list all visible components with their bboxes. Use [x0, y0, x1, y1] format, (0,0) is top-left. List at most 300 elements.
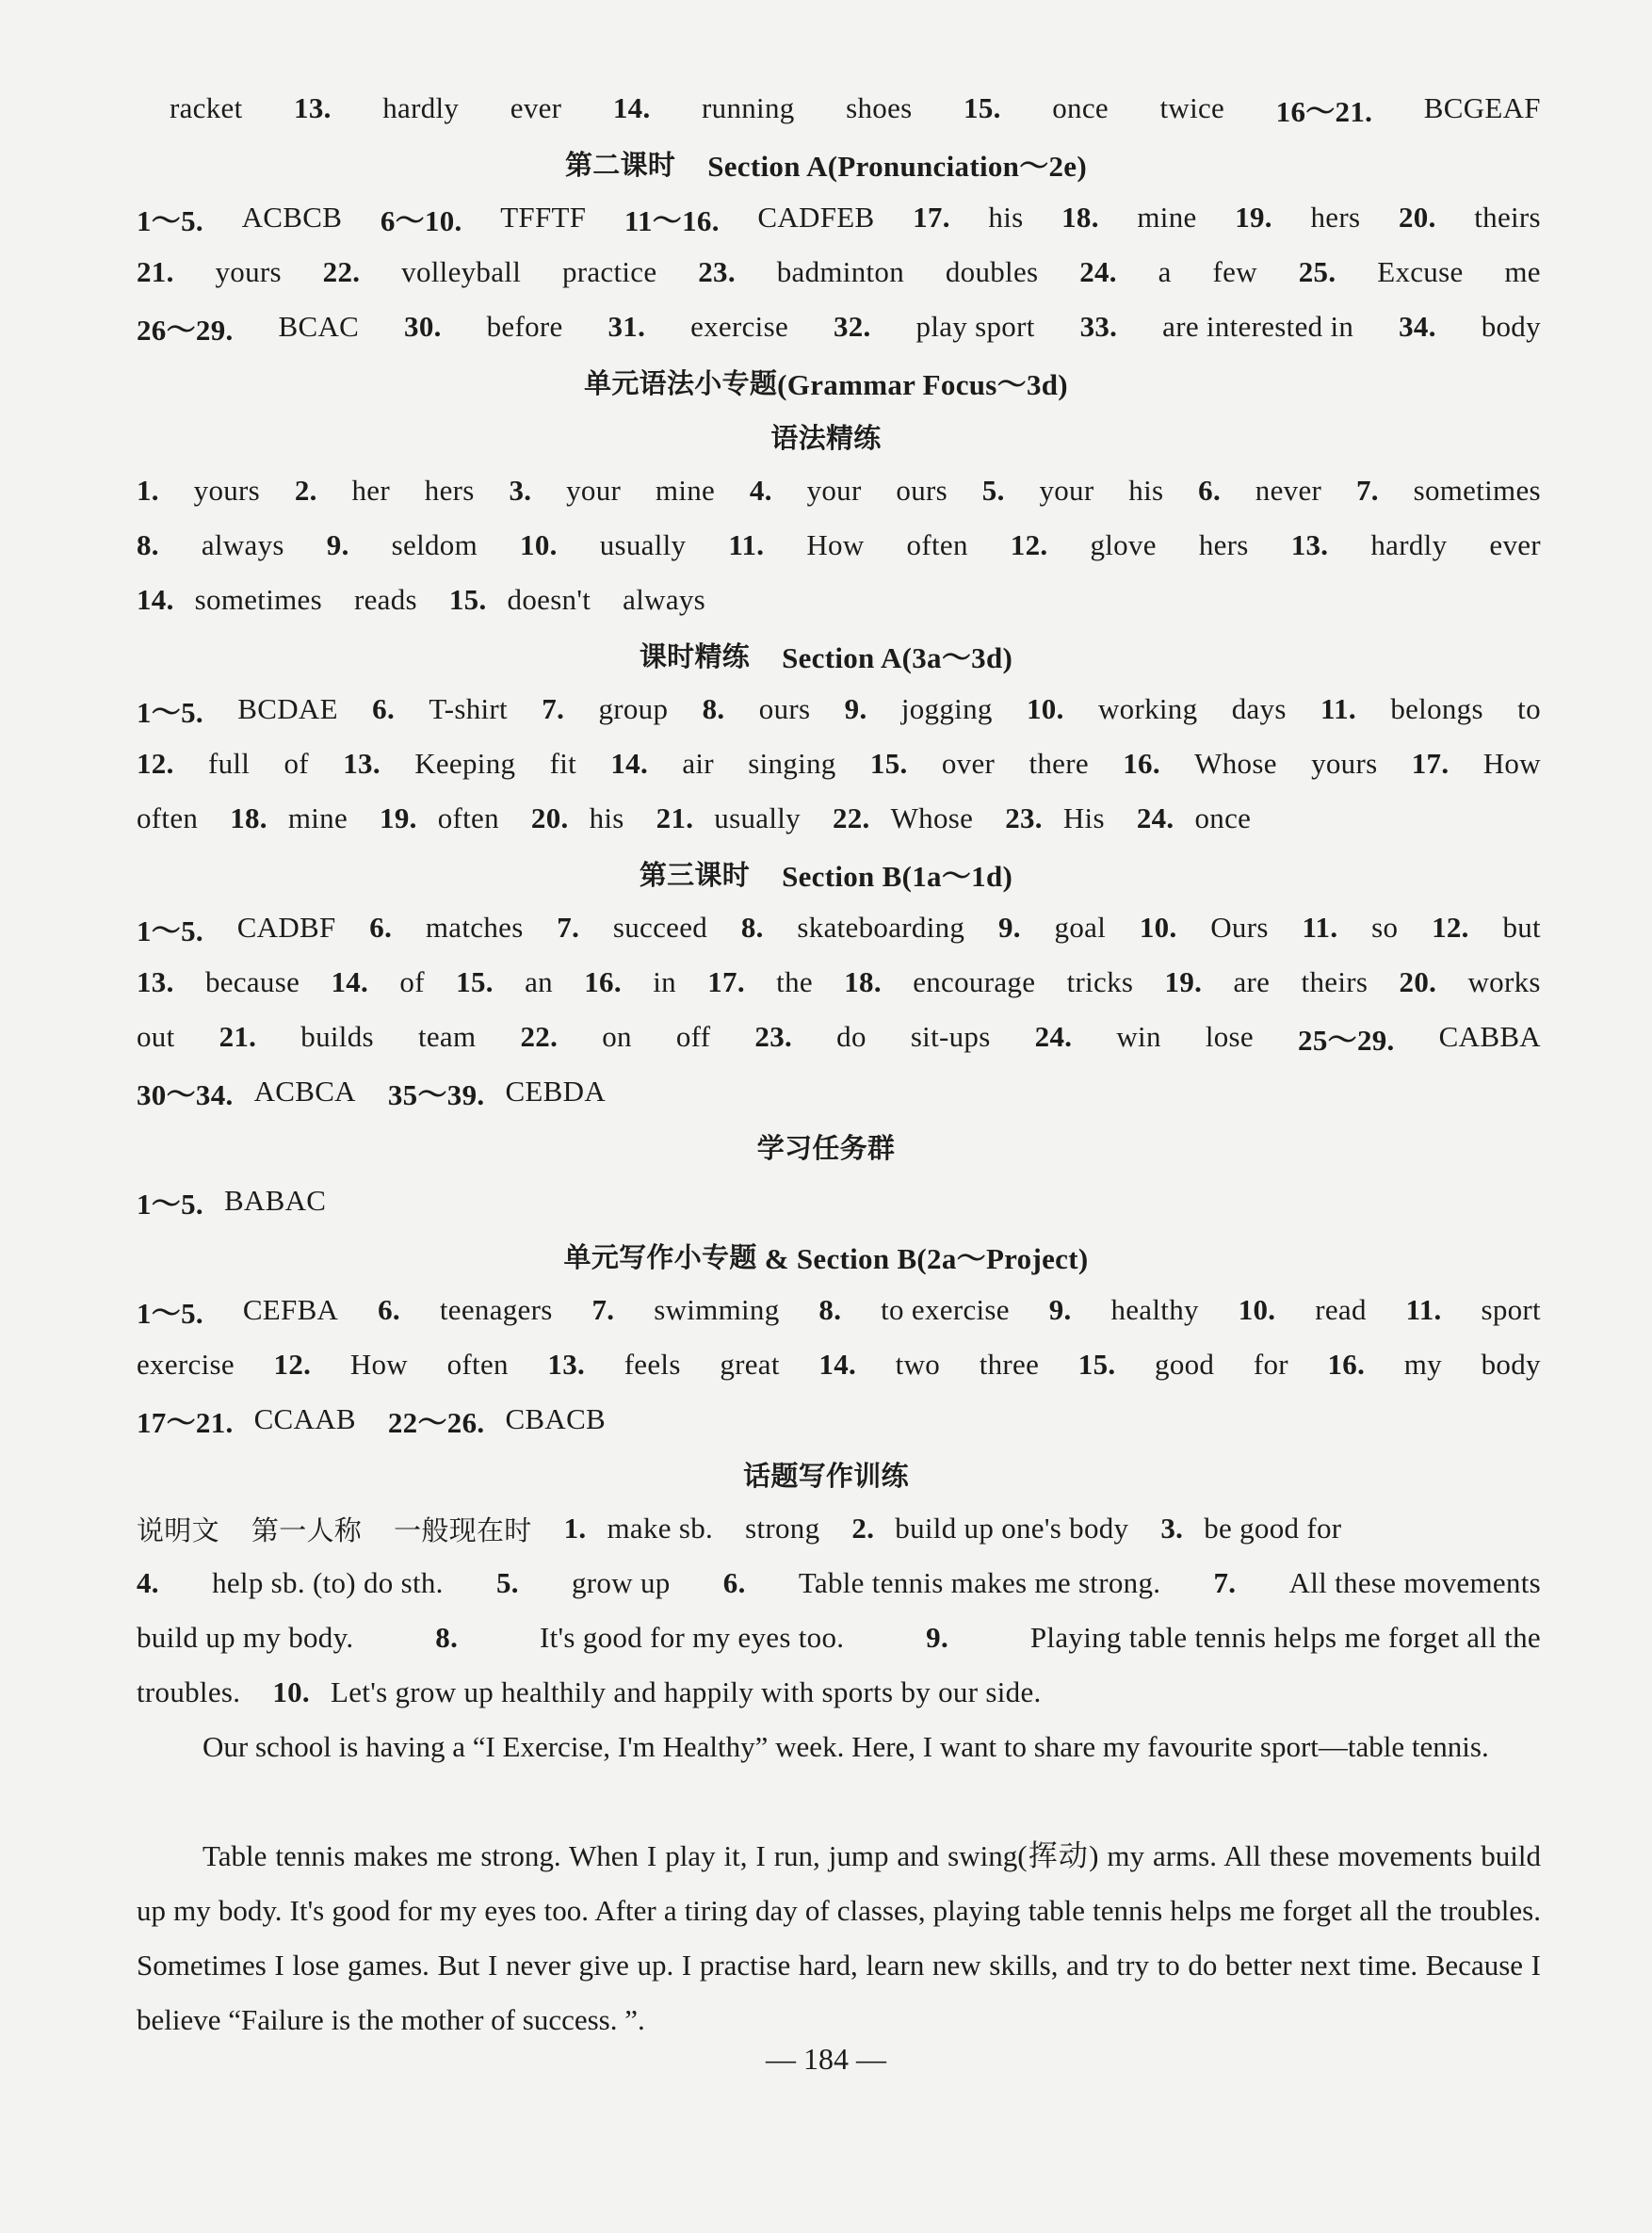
answer-text: play sport [915, 310, 1035, 343]
question-number: 24. [1034, 1020, 1073, 1053]
answer-text: often [437, 801, 499, 834]
answer-text: It's good for my eyes too. [539, 1621, 845, 1654]
question-number: 33. [1079, 310, 1118, 343]
question-number: 31. [607, 310, 646, 343]
question-number: 15. [456, 965, 494, 998]
answer-text: matches [425, 911, 524, 944]
question-number: 12. [273, 1348, 312, 1381]
answer-text: doubles [945, 255, 1039, 288]
answer-text: twice [1159, 91, 1225, 124]
question-number: 1～5. [137, 914, 203, 947]
question-number: 6. [722, 1566, 746, 1599]
answer-text: yours [1311, 747, 1378, 780]
answer-text: usually [714, 801, 801, 834]
answer-text: a [1158, 255, 1172, 288]
answer-text: theirs [1301, 965, 1369, 998]
question-number: 18. [844, 965, 882, 998]
answer-text: make sb. [607, 1512, 714, 1545]
answer-text: good [1155, 1348, 1215, 1381]
answer-text: healthy [1110, 1293, 1199, 1326]
answer-line-8 [137, 682, 1541, 736]
answer-text: Ours [1210, 911, 1269, 944]
question-number: 11. [1320, 692, 1356, 725]
question-number: 3. [509, 474, 532, 507]
question-number: 7. [542, 692, 565, 725]
question-number: 14. [612, 91, 651, 124]
section-heading-lesson-practice [0, 627, 1652, 682]
answer-text: often [446, 1348, 509, 1381]
answer-text: CADFEB [757, 201, 875, 234]
answer-line-15 [137, 1173, 1541, 1228]
answer-text: my [1403, 1348, 1442, 1381]
question-number: 12. [1010, 528, 1048, 561]
question-number: 20. [530, 801, 569, 834]
answer-text: belongs [1390, 692, 1483, 725]
answer-text: jogging [900, 692, 993, 725]
answer-text: reads [353, 583, 417, 616]
answer-line-11 [137, 900, 1541, 955]
answer-text: sometimes [194, 583, 322, 616]
answer-text: working [1097, 692, 1198, 725]
answer-line-6 [137, 518, 1541, 573]
answer-text: build up one's body [895, 1512, 1129, 1545]
answer-text: swimming [654, 1293, 780, 1326]
question-number: 4. [749, 474, 772, 507]
question-number: 32. [833, 310, 871, 343]
question-number: 11. [1405, 1293, 1442, 1326]
question-number: 12. [137, 747, 174, 780]
answer-text: on [602, 1020, 632, 1053]
question-number: 26～29. [137, 313, 234, 347]
question-number: 7. [557, 911, 580, 944]
question-number: 6. [1198, 474, 1221, 507]
answer-text: are [1233, 965, 1271, 998]
answer-text: full [207, 747, 251, 780]
answer-text: racket [170, 91, 243, 124]
answer-text: T-shirt [429, 692, 508, 725]
heading-zh: 学习任务群 [756, 1131, 896, 1164]
answer-text: mine [655, 474, 716, 507]
answer-text: team [417, 1020, 477, 1053]
answer-text: there [1028, 747, 1089, 780]
section-heading-grammar [0, 354, 1652, 409]
answer-text: skateboarding [797, 911, 965, 944]
answer-text: your [566, 474, 622, 507]
page-number: — 184 — [766, 2042, 886, 2076]
question-number: 7. [1213, 1566, 1237, 1599]
answer-text: in [653, 965, 676, 998]
answer-text: but [1502, 911, 1541, 944]
answer-line-10 [137, 791, 1541, 846]
question-number: 17. [707, 965, 745, 998]
answer-text: for [1253, 1348, 1288, 1381]
question-number: 10. [1026, 692, 1064, 725]
question-number: 11～16. [624, 203, 720, 237]
answer-line-14 [137, 1064, 1541, 1119]
answer-line-21 [137, 1610, 1541, 1665]
answer-text: Table tennis makes me strong. [798, 1566, 1161, 1599]
section-heading-tasks [0, 1119, 1652, 1173]
answer-text: goal [1054, 911, 1107, 944]
answer-text: hardly [1370, 528, 1448, 561]
question-number: 7. [1355, 474, 1379, 507]
answer-text: build up my body. [137, 1621, 354, 1654]
answer-text: out [137, 1020, 175, 1053]
heading-zh: 课时精练 [639, 639, 751, 672]
question-number: 8. [702, 692, 725, 725]
answer-text: Whose [1194, 747, 1277, 780]
answer-text: hers [1198, 528, 1249, 561]
question-number: 20. [1398, 201, 1436, 234]
question-number: 30. [404, 310, 442, 343]
answer-text: your [1039, 474, 1094, 507]
question-number: 18. [1061, 201, 1099, 234]
question-number: 13. [1290, 528, 1329, 561]
answer-text: air [682, 747, 714, 780]
answer-text: great [720, 1348, 780, 1381]
answer-text: lose [1205, 1020, 1254, 1053]
answer-text: ever [1489, 528, 1541, 561]
answer-text: once [1194, 801, 1252, 834]
section-heading-lesson2 [0, 136, 1652, 190]
heading-zh: 语法精练 [770, 421, 882, 454]
question-number: 5. [981, 474, 1005, 507]
answer-text: mine [287, 801, 348, 834]
answer-text: so [1371, 911, 1399, 944]
question-number: 6～10. [380, 203, 462, 237]
answer-text: Let's grow up healthily and happily with sports by our side. [330, 1675, 1042, 1708]
answer-text: yours [193, 474, 261, 507]
answer-text: 说明文 [137, 1513, 219, 1546]
question-number: 23. [754, 1020, 793, 1053]
answer-text: his [988, 201, 1024, 234]
question-number: 6. [369, 911, 393, 944]
answer-text: are interested in [1162, 310, 1354, 343]
question-number: 24. [1079, 255, 1117, 288]
question-number: 8. [137, 528, 159, 561]
answer-text: sometimes [1413, 474, 1541, 507]
answer-text: volleyball [401, 255, 522, 288]
answer-text: sport [1481, 1293, 1541, 1326]
answer-text: never [1255, 474, 1322, 507]
answer-line-5 [137, 463, 1541, 518]
answer-text: yours [215, 255, 282, 288]
answer-text: days [1231, 692, 1287, 725]
answer-line-9 [137, 736, 1541, 791]
question-number: 14. [818, 1348, 857, 1381]
answer-text: CABBA [1438, 1020, 1541, 1053]
question-number: 25～29. [1298, 1023, 1395, 1057]
answer-text: Excuse [1377, 255, 1464, 288]
heading-zh: 话题写作训练 [743, 1459, 909, 1492]
question-number: 22. [520, 1020, 559, 1053]
question-number: 15. [448, 583, 487, 616]
heading-en: (Grammar Focus～3d) [777, 367, 1068, 401]
answer-line-3 [137, 245, 1541, 299]
question-number: 11. [1302, 911, 1338, 944]
question-number: 9. [844, 692, 867, 725]
answer-text: troubles. [137, 1675, 241, 1708]
answer-text: CEBDA [505, 1075, 607, 1108]
answer-text: be good for [1204, 1512, 1342, 1545]
answer-text: 第一人称 [251, 1513, 363, 1546]
question-number: 17. [1411, 747, 1450, 780]
question-number: 23. [1005, 801, 1043, 834]
question-number: 16～21. [1275, 94, 1373, 128]
answer-text: ACBCB [241, 201, 343, 234]
answer-line-4 [137, 299, 1541, 354]
question-number: 1～5. [137, 1187, 203, 1221]
answer-text: Whose [890, 801, 974, 834]
question-number: 24. [1136, 801, 1174, 834]
answer-text: an [525, 965, 553, 998]
question-number: 8. [740, 911, 764, 944]
question-number: 19. [1164, 965, 1203, 998]
answer-text: his [1128, 474, 1164, 507]
section-heading-writing [0, 1228, 1652, 1283]
answer-text: feels [624, 1348, 681, 1381]
question-number: 15. [964, 91, 1001, 124]
answer-text: hers [424, 474, 475, 507]
answer-line-1 [137, 81, 1541, 136]
answer-text: ACBCA [253, 1075, 356, 1108]
answer-text: CADBF [236, 911, 336, 944]
section-heading-grammar-practice [0, 409, 1652, 463]
answer-text: running [702, 91, 795, 124]
answer-text: tricks [1066, 965, 1134, 998]
question-number: 21. [219, 1020, 257, 1053]
answer-text: three [979, 1348, 1040, 1381]
section-heading-topic-writing [0, 1447, 1652, 1501]
answer-text: All these movements [1288, 1566, 1541, 1599]
question-number: 21. [137, 255, 174, 288]
question-number: 9. [326, 528, 349, 561]
question-number: 7. [591, 1293, 615, 1326]
question-number: 6. [372, 692, 396, 725]
question-number: 2. [294, 474, 317, 507]
question-number: 1. [137, 474, 159, 507]
question-number: 22. [322, 255, 361, 288]
answer-text: His [1062, 801, 1105, 834]
question-number: 17. [913, 201, 950, 234]
question-number: 21. [656, 801, 694, 834]
heading-zh: 单元语法小专题 [584, 366, 778, 399]
answer-text: CEFBA [242, 1293, 339, 1326]
answer-text: hers [1310, 201, 1361, 234]
answer-text: practice [561, 255, 657, 288]
question-number: 10. [1238, 1293, 1276, 1326]
question-number: 23. [698, 255, 736, 288]
answer-text: over [941, 747, 996, 780]
question-number: 1～5. [137, 1296, 203, 1330]
answer-text: the [776, 965, 813, 998]
answer-line-22 [137, 1665, 1541, 1720]
question-number: 8. [818, 1293, 842, 1326]
answer-text: TFFTF [500, 201, 587, 234]
answer-text: badminton [776, 255, 905, 288]
question-number: 25. [1298, 255, 1336, 288]
answer-text: sit-ups [910, 1020, 991, 1053]
answer-text: group [598, 692, 669, 725]
question-number: 13. [137, 965, 174, 998]
answer-text: 一般现在时 [394, 1513, 532, 1546]
answer-text: theirs [1474, 201, 1541, 234]
question-number: 18. [230, 801, 267, 834]
answer-text: body [1481, 310, 1541, 343]
question-number: 15. [1077, 1348, 1116, 1381]
answer-text: your [806, 474, 862, 507]
answer-text: of [283, 747, 309, 780]
answer-text: mine [1137, 201, 1197, 234]
question-number: 14. [331, 965, 369, 998]
essay-paragraph-1: Our school is having a “I Exercise, I'm Healthy” week. Here, I want to share my favourite sport—table tennis. [202, 1730, 1489, 1763]
question-number: 34. [1399, 310, 1436, 343]
answer-text: ours [896, 474, 947, 507]
heading-en: Section B(1a～1d) [782, 859, 1013, 893]
question-number: 17～21. [137, 1405, 234, 1439]
answer-text: singing [748, 747, 836, 780]
question-number: 19. [380, 801, 417, 834]
question-number: 20. [1399, 965, 1437, 998]
answer-text: grow up [572, 1566, 671, 1599]
answer-text: hardly [382, 91, 460, 124]
answer-line-16 [137, 1283, 1541, 1337]
question-number: 13. [294, 91, 332, 124]
answer-text: read [1315, 1293, 1367, 1326]
answer-text: encourage [913, 965, 1036, 998]
answer-text: How [1482, 747, 1541, 780]
answer-text: me [1504, 255, 1541, 288]
question-number: 9. [926, 1621, 949, 1654]
heading-zh: 第二课时 [565, 148, 676, 181]
answer-text: off [675, 1020, 711, 1053]
answer-text: ours [758, 692, 811, 725]
question-number: 16. [1327, 1348, 1366, 1381]
question-number: 3. [1160, 1512, 1184, 1545]
answer-line-12 [137, 955, 1541, 1010]
answer-text: ever [510, 91, 562, 124]
question-number: 8. [435, 1621, 459, 1654]
heading-en: Section A(Pronunciation～2e) [707, 149, 1087, 183]
question-number: 16. [1123, 747, 1160, 780]
answer-text: to [1517, 692, 1541, 725]
question-number: 4. [137, 1566, 159, 1599]
answer-text: two [895, 1348, 941, 1381]
answer-text: few [1212, 255, 1257, 288]
answer-line-7 [137, 573, 1541, 627]
section-heading-lesson3 [0, 846, 1652, 900]
question-number: 6. [378, 1293, 400, 1326]
answer-text: because [204, 965, 300, 998]
answer-text: builds [300, 1020, 374, 1053]
question-number: 10. [520, 528, 558, 561]
answer-text: How [349, 1348, 408, 1381]
answer-text: exercise [690, 310, 789, 343]
answer-text: usually [599, 528, 687, 561]
answer-line-18 [137, 1392, 1541, 1447]
answer-text: teenagers [439, 1293, 553, 1326]
question-number: 13. [547, 1348, 586, 1381]
answer-text: BCGEAF [1423, 91, 1541, 124]
answer-text: works [1467, 965, 1541, 998]
question-number: 30～34. [137, 1077, 234, 1111]
answer-text: glove [1090, 528, 1157, 561]
answer-text: body [1481, 1348, 1541, 1381]
question-number: 19. [1235, 201, 1272, 234]
answer-text: always [201, 528, 284, 561]
answer-text: fit [549, 747, 577, 780]
question-number: 1. [563, 1512, 587, 1545]
heading-en: Section A(3a～3d) [782, 640, 1013, 674]
question-number: 2. [851, 1512, 875, 1545]
answer-text: to exercise [881, 1293, 1010, 1326]
answer-text: BCAC [278, 310, 360, 343]
question-number: 12. [1432, 911, 1469, 944]
answer-text: strong [745, 1512, 820, 1545]
answer-text: succeed [612, 911, 708, 944]
question-number: 16. [584, 965, 622, 998]
question-number: 1～5. [137, 695, 203, 729]
answer-text: doesn't [507, 583, 591, 616]
answer-line-2 [137, 190, 1541, 245]
question-number: 5. [495, 1566, 519, 1599]
answer-text: CCAAB [253, 1402, 356, 1435]
answer-line-19 [137, 1501, 1541, 1556]
answer-text: often [906, 528, 968, 561]
question-number: 22. [832, 801, 870, 834]
answer-text: Playing table tennis helps me forget all the [1029, 1621, 1541, 1654]
answer-text: shoes [846, 91, 913, 124]
question-number: 14. [137, 583, 174, 616]
question-number: 22～26. [387, 1405, 485, 1439]
question-number: 13. [343, 747, 381, 780]
heading-zh: 第三课时 [639, 858, 751, 891]
answer-text: help sb. (to) do sth. [212, 1566, 444, 1599]
question-number: 9. [997, 911, 1021, 944]
question-number: 15. [869, 747, 908, 780]
question-number: 10. [1139, 911, 1177, 944]
answer-text: How [806, 528, 865, 561]
answer-text: BABAC [223, 1184, 327, 1217]
answer-text: of [399, 965, 425, 998]
heading-zh: 单元写作小专题 [563, 1240, 757, 1273]
answer-text: exercise [137, 1348, 235, 1381]
essay-paragraph-2: Table tennis makes me strong. When I play it, I run, jump and swing(挥动) my arms. All these movements build up my body. It's good for my eyes too. After a tiring day of classes, playing table tennis helps me forget all the troubles. Sometimes I lose games. But I never give up. I practise hard, learn new skills, and try to do better next time. Because I believe “Failure is the mother of success. ”. [137, 1839, 1541, 2036]
question-number: 11. [728, 528, 765, 561]
answer-text: before [486, 310, 563, 343]
answer-text: her [351, 474, 390, 507]
answer-text: once [1052, 91, 1109, 124]
answer-text: seldom [391, 528, 478, 561]
answer-text: his [589, 801, 624, 834]
question-number: 9. [1048, 1293, 1072, 1326]
answer-text: always [623, 583, 706, 616]
answer-text: win [1116, 1020, 1161, 1053]
question-number: 14. [610, 747, 649, 780]
answer-line-13 [137, 1010, 1541, 1064]
answer-text: BCDAE [237, 692, 338, 725]
answer-text: Keeping [414, 747, 516, 780]
heading-en: & Section B(2a～Project) [764, 1241, 1089, 1275]
answer-text: often [137, 801, 199, 834]
question-number: 1～5. [137, 203, 203, 237]
question-number: 10. [272, 1675, 310, 1708]
answer-text: CBACB [505, 1402, 607, 1435]
answer-line-20 [137, 1556, 1541, 1610]
answer-line-17 [137, 1337, 1541, 1392]
question-number: 35～39. [387, 1077, 485, 1111]
answer-text: do [836, 1020, 866, 1053]
